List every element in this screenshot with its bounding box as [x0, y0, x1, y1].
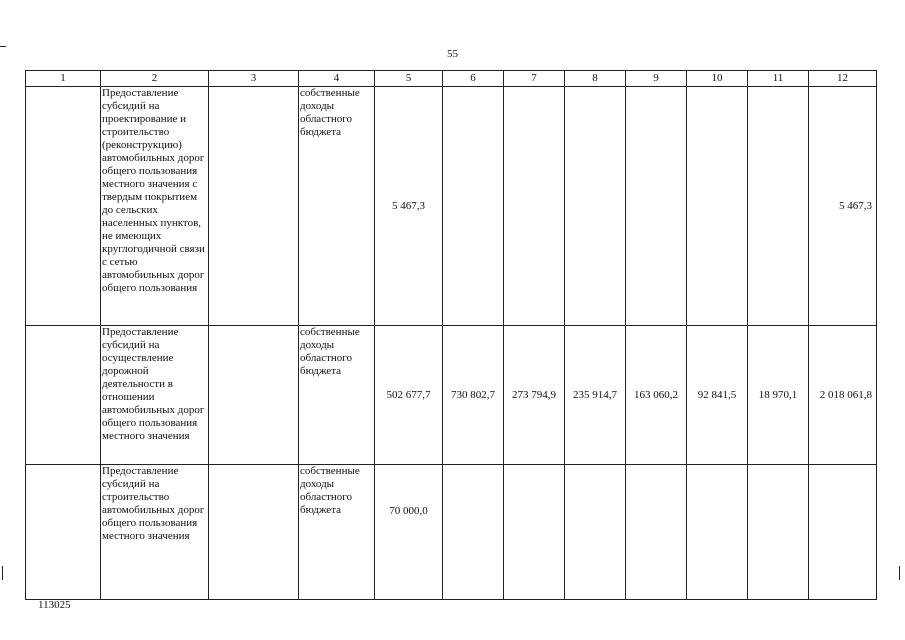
col-header: 7: [504, 71, 565, 87]
value-cell: 163 060,2: [626, 326, 687, 465]
value-cell: [443, 465, 504, 600]
value-cell: [504, 465, 565, 600]
col-header: 3: [209, 71, 299, 87]
empty-cell: [209, 87, 299, 326]
empty-cell: [209, 326, 299, 465]
value-cell: [626, 465, 687, 600]
page-number: 55: [447, 48, 458, 60]
col-header: 9: [626, 71, 687, 87]
value-cell: 730 802,7: [443, 326, 504, 465]
value-cell: 70 000,0: [375, 465, 443, 600]
empty-cell: [209, 465, 299, 600]
budget-table: [25, 70, 877, 600]
value-cell: 5 467,3: [375, 87, 443, 326]
total-cell: 2 018 061,8: [809, 326, 877, 465]
description-cell: Предоставление субсидий на проектирование и строительство (реконструкцию) автомобильных дорог общего пользования местного значения с твердым покрытием до сельских населенных пунктов, не имеющих круглогодичной связи с сетью автомобильных дорог общего пользования: [101, 87, 209, 326]
col-header: 6: [443, 71, 504, 87]
table-row: [26, 87, 877, 326]
value-cell: [565, 87, 626, 326]
header-row: [26, 71, 877, 87]
value-cell: [626, 87, 687, 326]
scan-edge-mark: [899, 566, 900, 580]
table-row: [26, 465, 877, 600]
col-header: 2: [101, 71, 209, 87]
col-header: 1: [26, 71, 101, 87]
scan-edge-mark: [2, 566, 3, 580]
value-cell: [565, 465, 626, 600]
value-cell: 92 841,5: [687, 326, 748, 465]
document-code: 113025: [38, 599, 71, 611]
table-row: [26, 326, 877, 465]
col-header: 12: [809, 71, 877, 87]
col-header: 4: [299, 71, 375, 87]
col-header: 10: [687, 71, 748, 87]
index-cell: [26, 465, 101, 600]
value-cell: 235 914,7: [565, 326, 626, 465]
col-header: 11: [748, 71, 809, 87]
value-cell: 273 794,9: [504, 326, 565, 465]
funding-source-cell: собственные доходы областного бюджета: [299, 465, 375, 600]
scan-edge-mark: [0, 46, 6, 47]
total-cell: 5 467,3: [809, 87, 877, 326]
total-cell: [809, 465, 877, 600]
value-cell: [748, 87, 809, 326]
description-cell: Предоставление субсидий на строительство автомобильных дорог общего пользования местного значения: [101, 465, 209, 600]
index-cell: [26, 87, 101, 326]
value-cell: [687, 465, 748, 600]
col-header: 5: [375, 71, 443, 87]
value-cell: [443, 87, 504, 326]
value-cell: 502 677,7: [375, 326, 443, 465]
col-header: 8: [565, 71, 626, 87]
value-cell: 18 970,1: [748, 326, 809, 465]
funding-source-cell: собственные доходы областного бюджета: [299, 326, 375, 465]
value-cell: [504, 87, 565, 326]
description-cell: Предоставление субсидий на осуществление дорожной деятельности в отношении автомобильных дорог общего пользования местного значения: [101, 326, 209, 465]
value-cell: [748, 465, 809, 600]
funding-source-cell: собственные доходы областного бюджета: [299, 87, 375, 326]
index-cell: [26, 326, 101, 465]
value-cell: [687, 87, 748, 326]
